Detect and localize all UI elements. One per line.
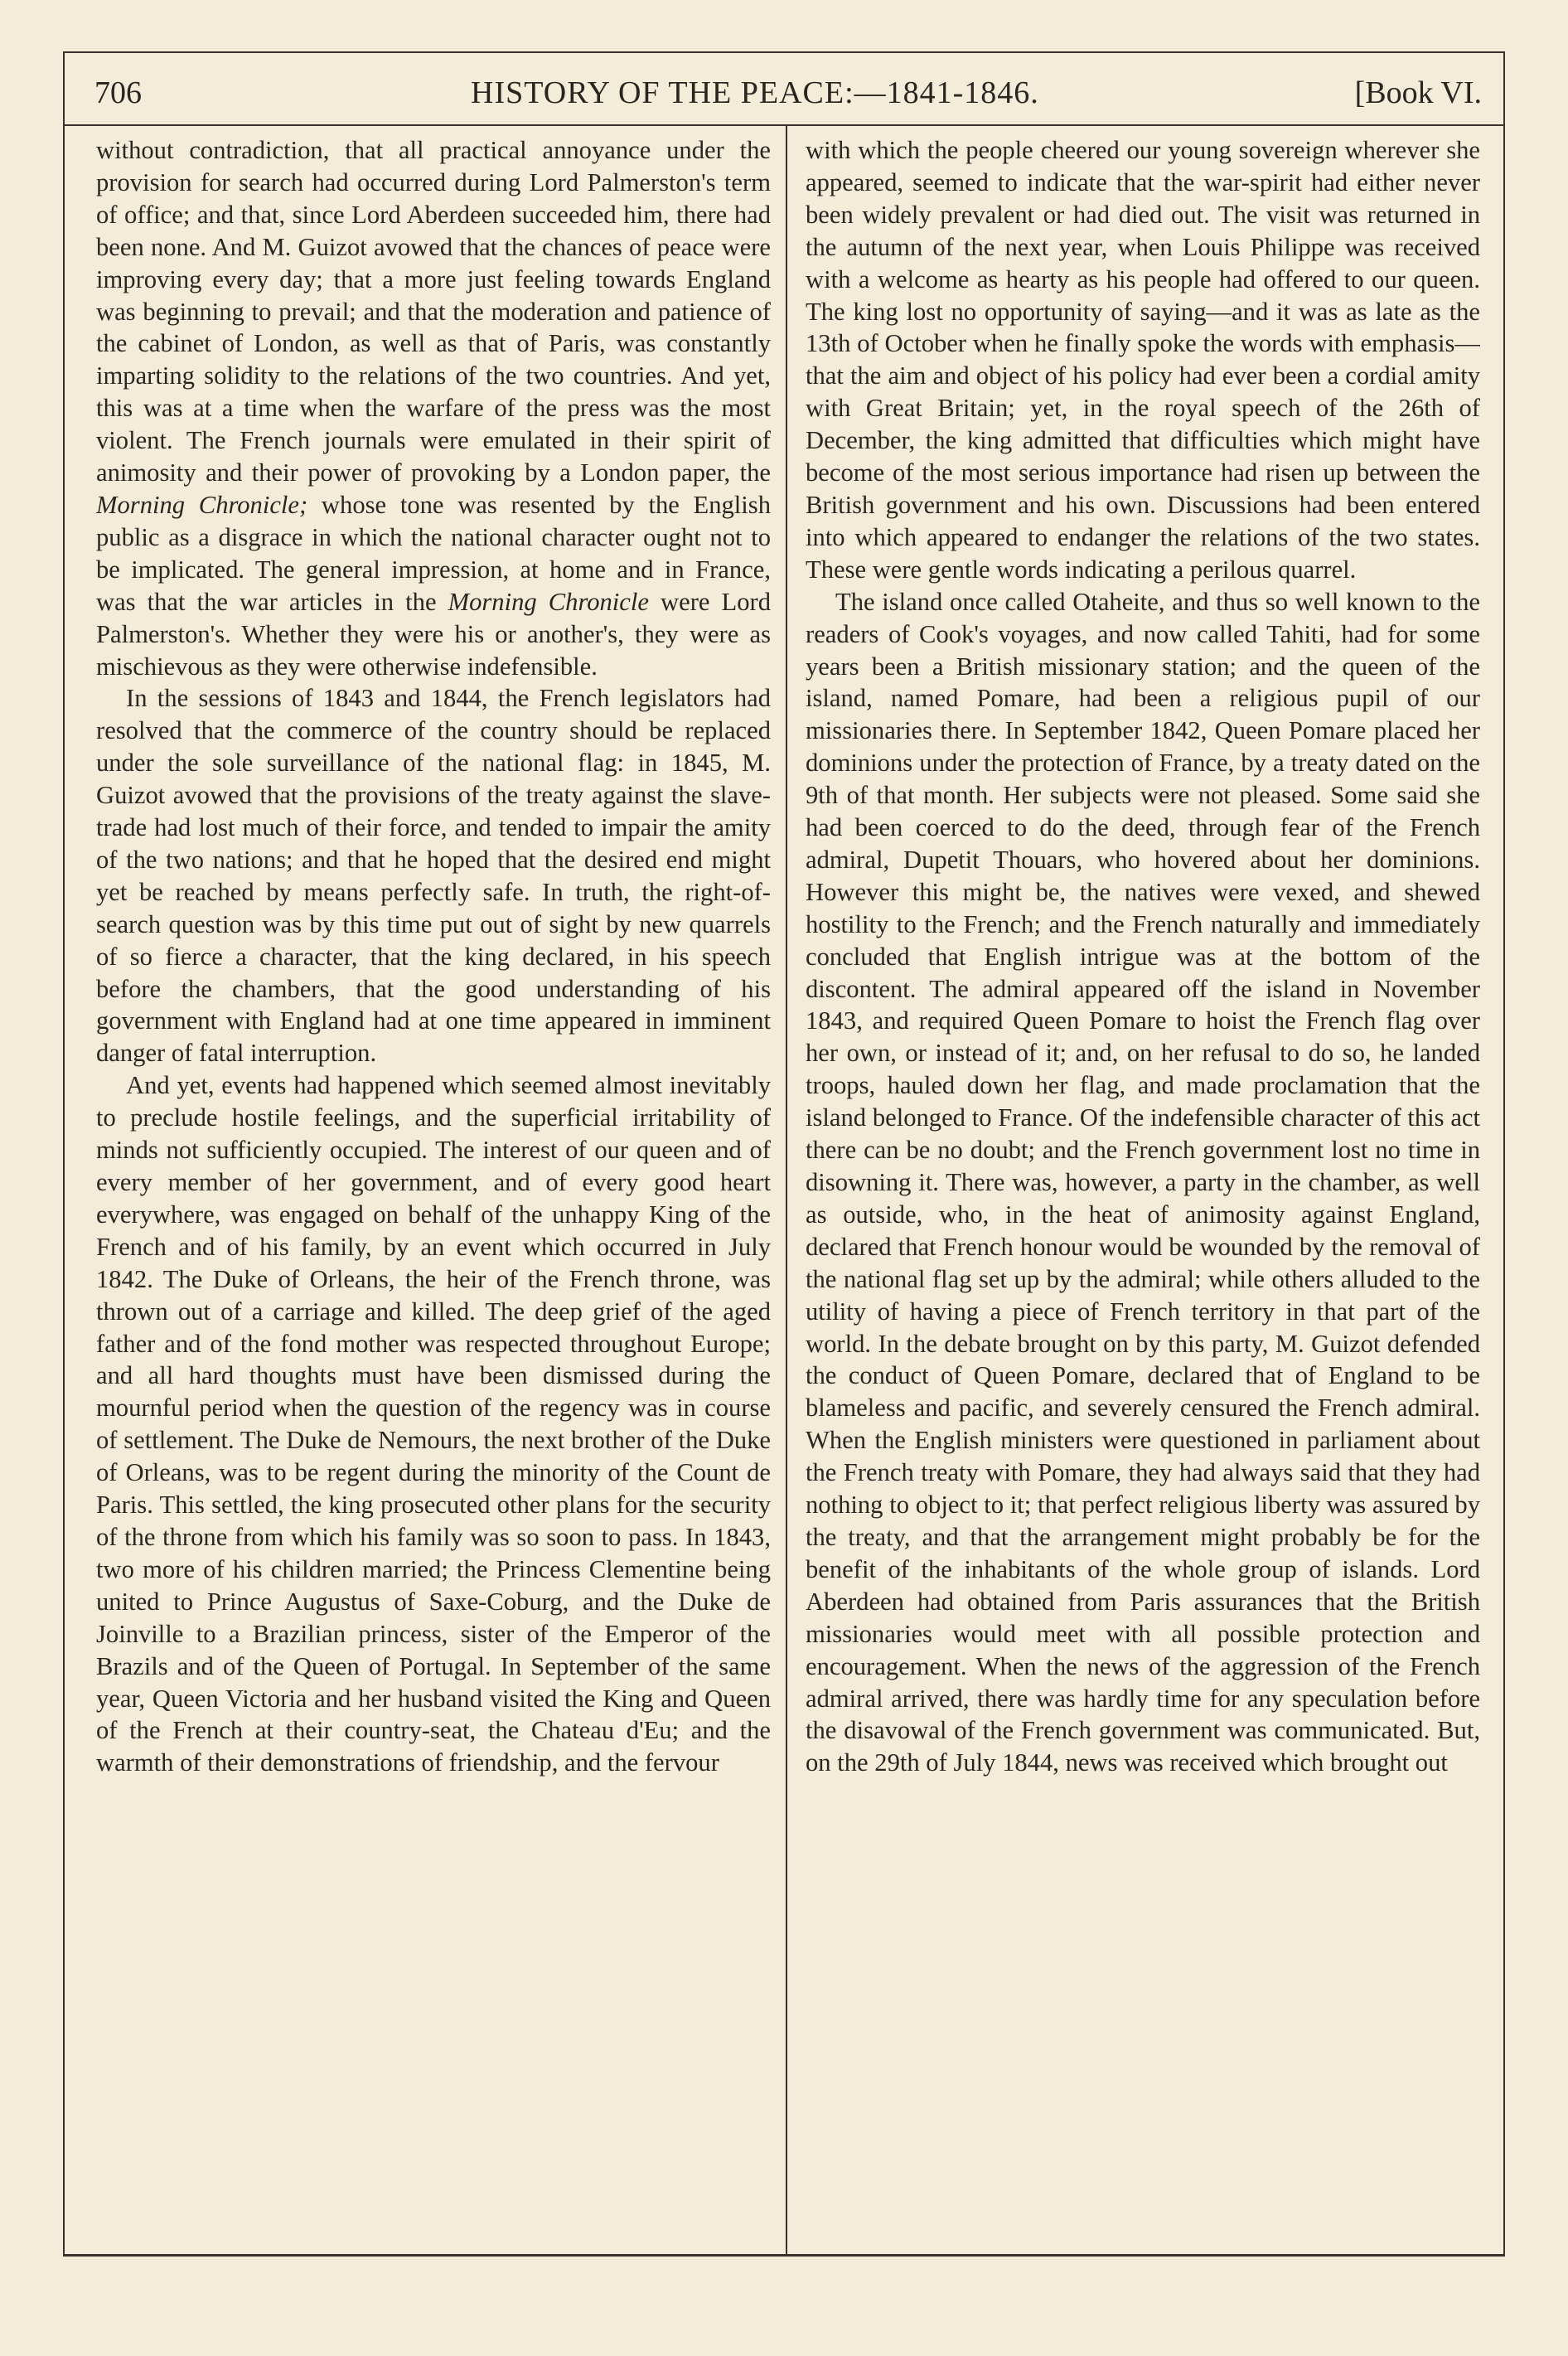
left-column (96, 134, 771, 2234)
paragraph: And yet, events had happened which seemed almost inevitably to preclude hostile feelings, and the superficial irritability of minds not sufficiently occupied. The interest of our queen and of every member of her government, and of every good heart everywhere, was engaged on behalf of the unhappy King of the French and of his family, by an event which occurred in July 1842. The Duke of Orleans, the heir of the French throne, was thrown out of a carriage and killed. The deep grief of the aged father and of the fond mother was respected throughout Europe; and all hard thoughts must have been dismissed during the mournful period when the question of the regency was in course of settlement. The Duke de Nemours, the next brother of the Duke of Orleans, was to be regent during the minority of the Count de Paris. This settled, the king prosecuted other plans for the security of the throne from which his family was so soon to pass. In 1843, two more of his children married; the Princess Clementine being united to Prince Augustus of Saxe-Coburg, and the Duke de Joinville to a Brazilian princess, sister of the Emperor of the Brazils and of the Queen of Portugal. In September of the same year, Queen Victoria and her husband visited the King and Queen of the French at their country-seat, the Chateau d'Eu; and the warmth of their demonstrations of friendship, and the fervour (96, 1071, 771, 1777)
book-label: [Book VI. (1354, 75, 1482, 110)
running-header (65, 53, 1503, 126)
right-column (806, 134, 1480, 2234)
page-number: 706 (94, 75, 142, 110)
paragraph: without contradiction, that all practical annoyance under the provision for search had occurred during Lord Palmerston's term of office; and that, since Lord Aberdeen succeeded him, there had been none. And M. Guizot avowed that the chances of peace were improving every day; that a more just feeling towards England was beginning to prevail; and that the moderation and patience of the cabinet of London, as well as that of Paris, was constantly imparting solidity to the relations of the two countries. And yet, this was at a time when the warfare of the press was the most violent. The French journals were emulated in their spirit of animosity and their power of provoking by a London paper, the Morning Chronicle; whose tone was resented by the English public as a disgrace in which the national character ought not to be implicated. The general impression, at home and in France, was that the war articles in the Morning Chronicle were Lord Palmerston's. Whether they were his or another's, they were as mischievous as they were otherwise indefensible. (96, 136, 771, 681)
book-page (63, 51, 1505, 2257)
paragraph: with which the people cheered our young sovereign wherever she appeared, seemed to indicate that the war-spirit had either never been widely prevalent or had died out. The visit was returned in the autumn of the next year, when Louis Philippe was received with a welcome as hearty as his people had offered to our queen. The king lost no opportunity of saying—and it was as late as the 13th of October when he finally spoke the words with emphasis—that the aim and object of his policy had ever been a cordial amity with Great Britain; yet, in the royal speech of the 26th of December, the king admitted that difficulties which might have become of the most serious importance had risen up between the British government and his own. Discussions had been entered into which appeared to endanger the relations of the two states. These were gentle words indicating a perilous quarrel. (806, 136, 1480, 584)
paragraph: In the sessions of 1843 and 1844, the French legislators had resolved that the commerce of the country should be replaced under the sole surveillance of the national flag: in 1845, M. Guizot avowed that the provisions of the treaty against the slave-trade had lost much of their force, and tended to impair the amity of the two nations; and that he hoped that the desired end might yet be reached by means perfectly safe. In truth, the right-of-search question was by this time put out of sight by new quarrels of so fierce a character, that the king declared, in his speech before the chambers, that the good understanding of his government with England had at one time appeared in imminent danger of fatal interruption. (96, 684, 771, 1068)
column-divider (786, 126, 787, 2254)
paragraph: The island once called Otaheite, and thus so well known to the readers of Cook's voyages, and now called Tahiti, had for some years been a British missionary station; and the queen of the island, named Pomare, had been a religious pupil of our missionaries there. In September 1842, Queen Pomare placed her dominions under the protection of France, by a treaty dated on the 9th of that month. Her subjects were not pleased. Some said she had been coerced to do the deed, through fear of the French admiral, Dupetit Thouars, who hovered about her dominions. However this might be, the natives were vexed, and shewed hostility to the French; and the French naturally and immediately concluded that English intrigue was at the bottom of the discontent. The admiral appeared off the island in November 1843, and required Queen Pomare to hoist the French flag over her own, or instead of it; and, on her refusal to do so, he landed troops, hauled down her flag, and made proclamation that the island belonged to France. Of the indefensible character of this act there can be no doubt; and the French government lost no time in disowning it. There was, however, a party in the chamber, as well as outside, who, in the heat of animosity against England, declared that French honour would be wounded by the removal of the national flag set up by the admiral; while others alluded to the utility of having a piece of French territory in that part of the world. In the debate brought on by this party, M. Guizot defended the conduct of Queen Pomare, declared that of England to be blameless and pacific, and severely censured the French admiral. When the English ministers were questioned in parliament about the French treaty with Pomare, they had always said that they had nothing to object to it; that perfect religious liberty was assured by the treaty, and that the arrangement might probably be for the benefit of the inhabitants of the whole group of islands. Lord Aberdeen had obtained from Paris assurances that the British missionaries would meet with all possible protection and encouragement. When the news of the aggression of the French admiral arrived, there was hardly time for any speculation before the disavowal of the French government was communicated. But, on the 29th of July 1844, news was received which brought out (806, 587, 1480, 1777)
running-title: HISTORY OF THE PEACE:—1841-1846. (471, 75, 1039, 110)
